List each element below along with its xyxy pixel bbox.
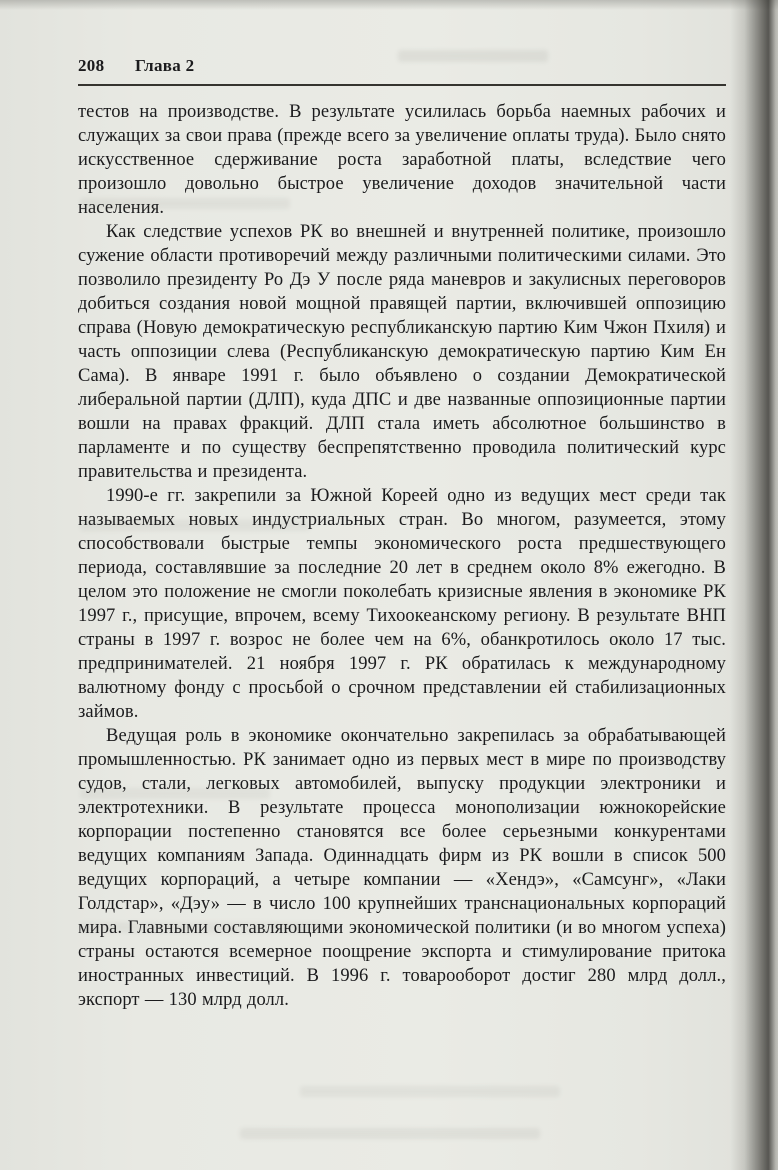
paragraph: тестов на производстве. В результате усилилась борьба наемных рабочих и служащих за свои права (прежде всего за увеличение оплаты труда). Было снято искусственное сдерживание роста заработной платы, вследствие чего произошло довольно быстрое увеличение доходов значительной части населения. (78, 102, 726, 218)
body-text (78, 100, 726, 1012)
ink-bleedthrough-artifact (240, 1128, 540, 1139)
book-binding-shadow (730, 0, 778, 1170)
ink-bleedthrough-artifact (300, 1086, 560, 1097)
paragraph: Ведущая роль в экономике окончательно закрепилась за обрабатывающей промышленностью. РК занимает одно из первых мест в мире по производству судов, стали, легковых автомобилей, выпуску продукции электроники и электротехники. В результате процесса монополизации южнокорейские корпорации постепенно становятся все более серьезными конкурентами ведущих компаниям Запада. Одиннадцать фирм из РК вошли в список 500 ведущих корпораций, а четыре компании — «Хендэ», «Самсунг», «Лаки Голдстар», «Дэу» — в число 100 крупнейших транснациональных корпораций мира. Главными составляющими экономической политики (и во многом успеха) страны остаются всемерное поощрение экспорта и стимулирование притока иностранных инвестиций. В 1996 г. товарооборот достиг 280 млрд долл., экспорт — 130 млрд долл. (78, 726, 726, 1010)
page-top-shadow (0, 0, 778, 10)
chapter-title: Глава 2 (134, 56, 195, 75)
page-header (78, 56, 726, 86)
paragraph: 1990-е гг. закрепили за Южной Кореей одно из ведущих мест среди так называемых новых индустриальных стран. Во многом, разумеется, этому способствовали быстрые темпы экономического роста предшествующего периода, составлявшие за последние 20 лет в среднем около 8% ежегодно. В целом это положение не смогли поколебать кризисные явления в экономике РК 1997 г., присущие, впрочем, всему Тихоокеанскому региону. В результате ВНП страны в 1997 г. возрос не более чем на 6%, обанкротилось около 17 тыс. предпринимателей. 21 ноября 1997 г. РК обратилась к международному валютному фонду с просьбой о срочном представлении ей стабилизационных займов. (78, 486, 726, 722)
page-number: 208 (78, 56, 105, 75)
paragraph: Как следствие успехов РК во внешней и внутренней политике, произошло сужение области противоречий между различными политическими силами. Это позволило президенту Ро Дэ У после ряда маневров и закулисных переговоров добиться создания новой мощной правящей партии, включившей оппозицию справа (Новую демократическую республиканскую партию Ким Чжон Пхиля) и часть оппозиции слева (Республиканскую демократическую партию Ким Ен Сама). В январе 1991 г. было объявлено о создании Демократической либеральной партии (ДЛП), куда ДПС и две названные оппозиционные партии вошли на правах фракций. ДЛП стала иметь абсолютное большинство в парламенте и по существу беспрепятственно проводила политический курс правительства и президента. (78, 222, 726, 482)
